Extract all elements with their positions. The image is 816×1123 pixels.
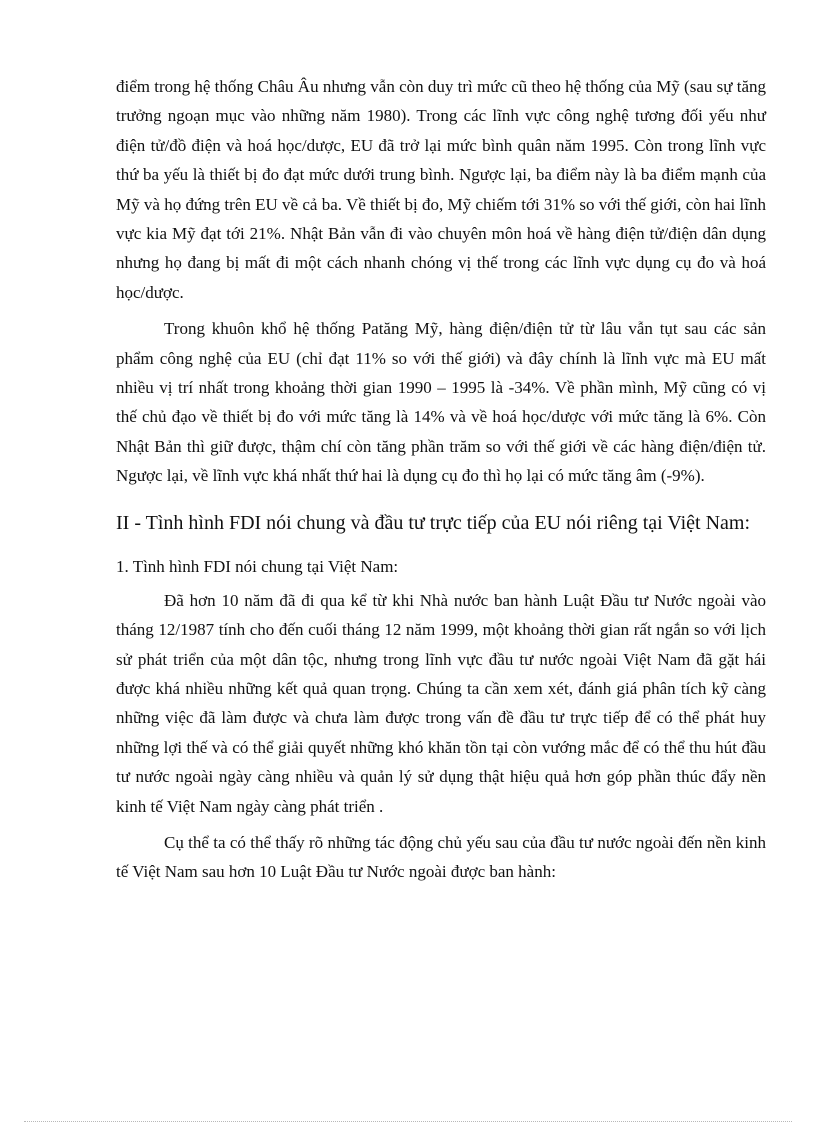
paragraph-fdi-impacts: Cụ thể ta có thể thấy rõ những tác động chủ yếu sau của đầu tư nước ngoài đến nền kinh tế Việt Nam sau hơn 10 Luật Đầu tư Nước ngoài được ban hành: <box>116 832 766 882</box>
paragraph-eu-technology: điểm trong hệ thống Châu Âu nhưng vẫn còn duy trì mức cũ theo hệ thống của Mỹ (sau sự tăng trưởng ngoạn mục vào những năm 1980). Trong các lĩnh vực công nghệ tương đối yếu như điện tử/đồ điện và hoá học/dược, EU đã trở lại mức bình quân năm 1995. Còn trong lĩnh vực thứ ba yếu là thiết bị đo đạt mức dưới trung bình. Ngược lại, ba điểm này là ba điểm mạnh của Mỹ và họ đứng trên EU về cả ba. Về thiết bị đo, Mỹ chiếm tới 31% so với thế giới, còn hai lĩnh vực kia Mỹ đạt tới 21%. Nhật Bản vẫn đi vào chuyên môn hoá về hàng điện tử/điện dân dụng nhưng họ đang bị mất đi một cách nhanh chóng vị thế trong các lĩnh vực dụng cụ đo và hoá học/dược. <box>116 77 766 302</box>
document-page <box>116 72 766 887</box>
paragraph-us-patent-system: Trong khuôn khổ hệ thống Patăng Mỹ, hàng điện/điện tử từ lâu vẫn tụt sau các sản phẩm công nghệ của EU (chỉ đạt 11% so với thế giới) và đây chính là lĩnh vực mà EU mất nhiều vị trí nhất trong khoảng thời gian 1990 – 1995 là -34%. Về phần mình, Mỹ cũng có vị thế chủ đạo về thiết bị đo với mức tăng là 14% và về hoá học/dược với mức tăng là 6%. Còn Nhật Bản thì giữ được, thậm chí còn tăng phần trăm so với thế giới về các hàng điện/điện tử. Ngược lại, về lĩnh vực khá nhất thứ hai là dụng cụ đo thì họ lại có mức tăng âm (-9%). <box>116 319 766 486</box>
section-heading-fdi-eu: II - Tình hình FDI nói chung và đầu tư trực tiếp của EU nói riêng tại Việt Nam: <box>116 511 751 534</box>
page-bottom-divider <box>24 1121 792 1122</box>
subsection-heading-fdi-vietnam: 1. Tình hình FDI nói chung tại Việt Nam: <box>116 556 399 576</box>
paragraph-fdi-overview: Đã hơn 10 năm đã đi qua kể từ khi Nhà nước ban hành Luật Đầu tư Nước ngoài vào tháng 12/1987 tính cho đến cuối tháng 12 năm 1999, một khoảng thời gian rất ngắn so với lịch sử phát triển của một dân tộc, nhưng trong lĩnh vực đầu tư nước ngoài Việt Nam đã gặt hái được khá nhiều những kết quả quan trọng. Chúng ta cần xem xét, đánh giá phân tích kỹ càng những việc đã làm được và chưa làm được trong vấn đề đầu tư trực tiếp để có thể phát huy những lợi thế và có thể giải quyết những khó khăn tồn tại còn vướng mắc để có thể thu hút đầu tư nước ngoài ngày càng nhiều và quản lý sử dụng thật hiệu quả hơn góp phần thúc đẩy nền kinh tế Việt Nam ngày càng phát triển . <box>116 590 766 816</box>
